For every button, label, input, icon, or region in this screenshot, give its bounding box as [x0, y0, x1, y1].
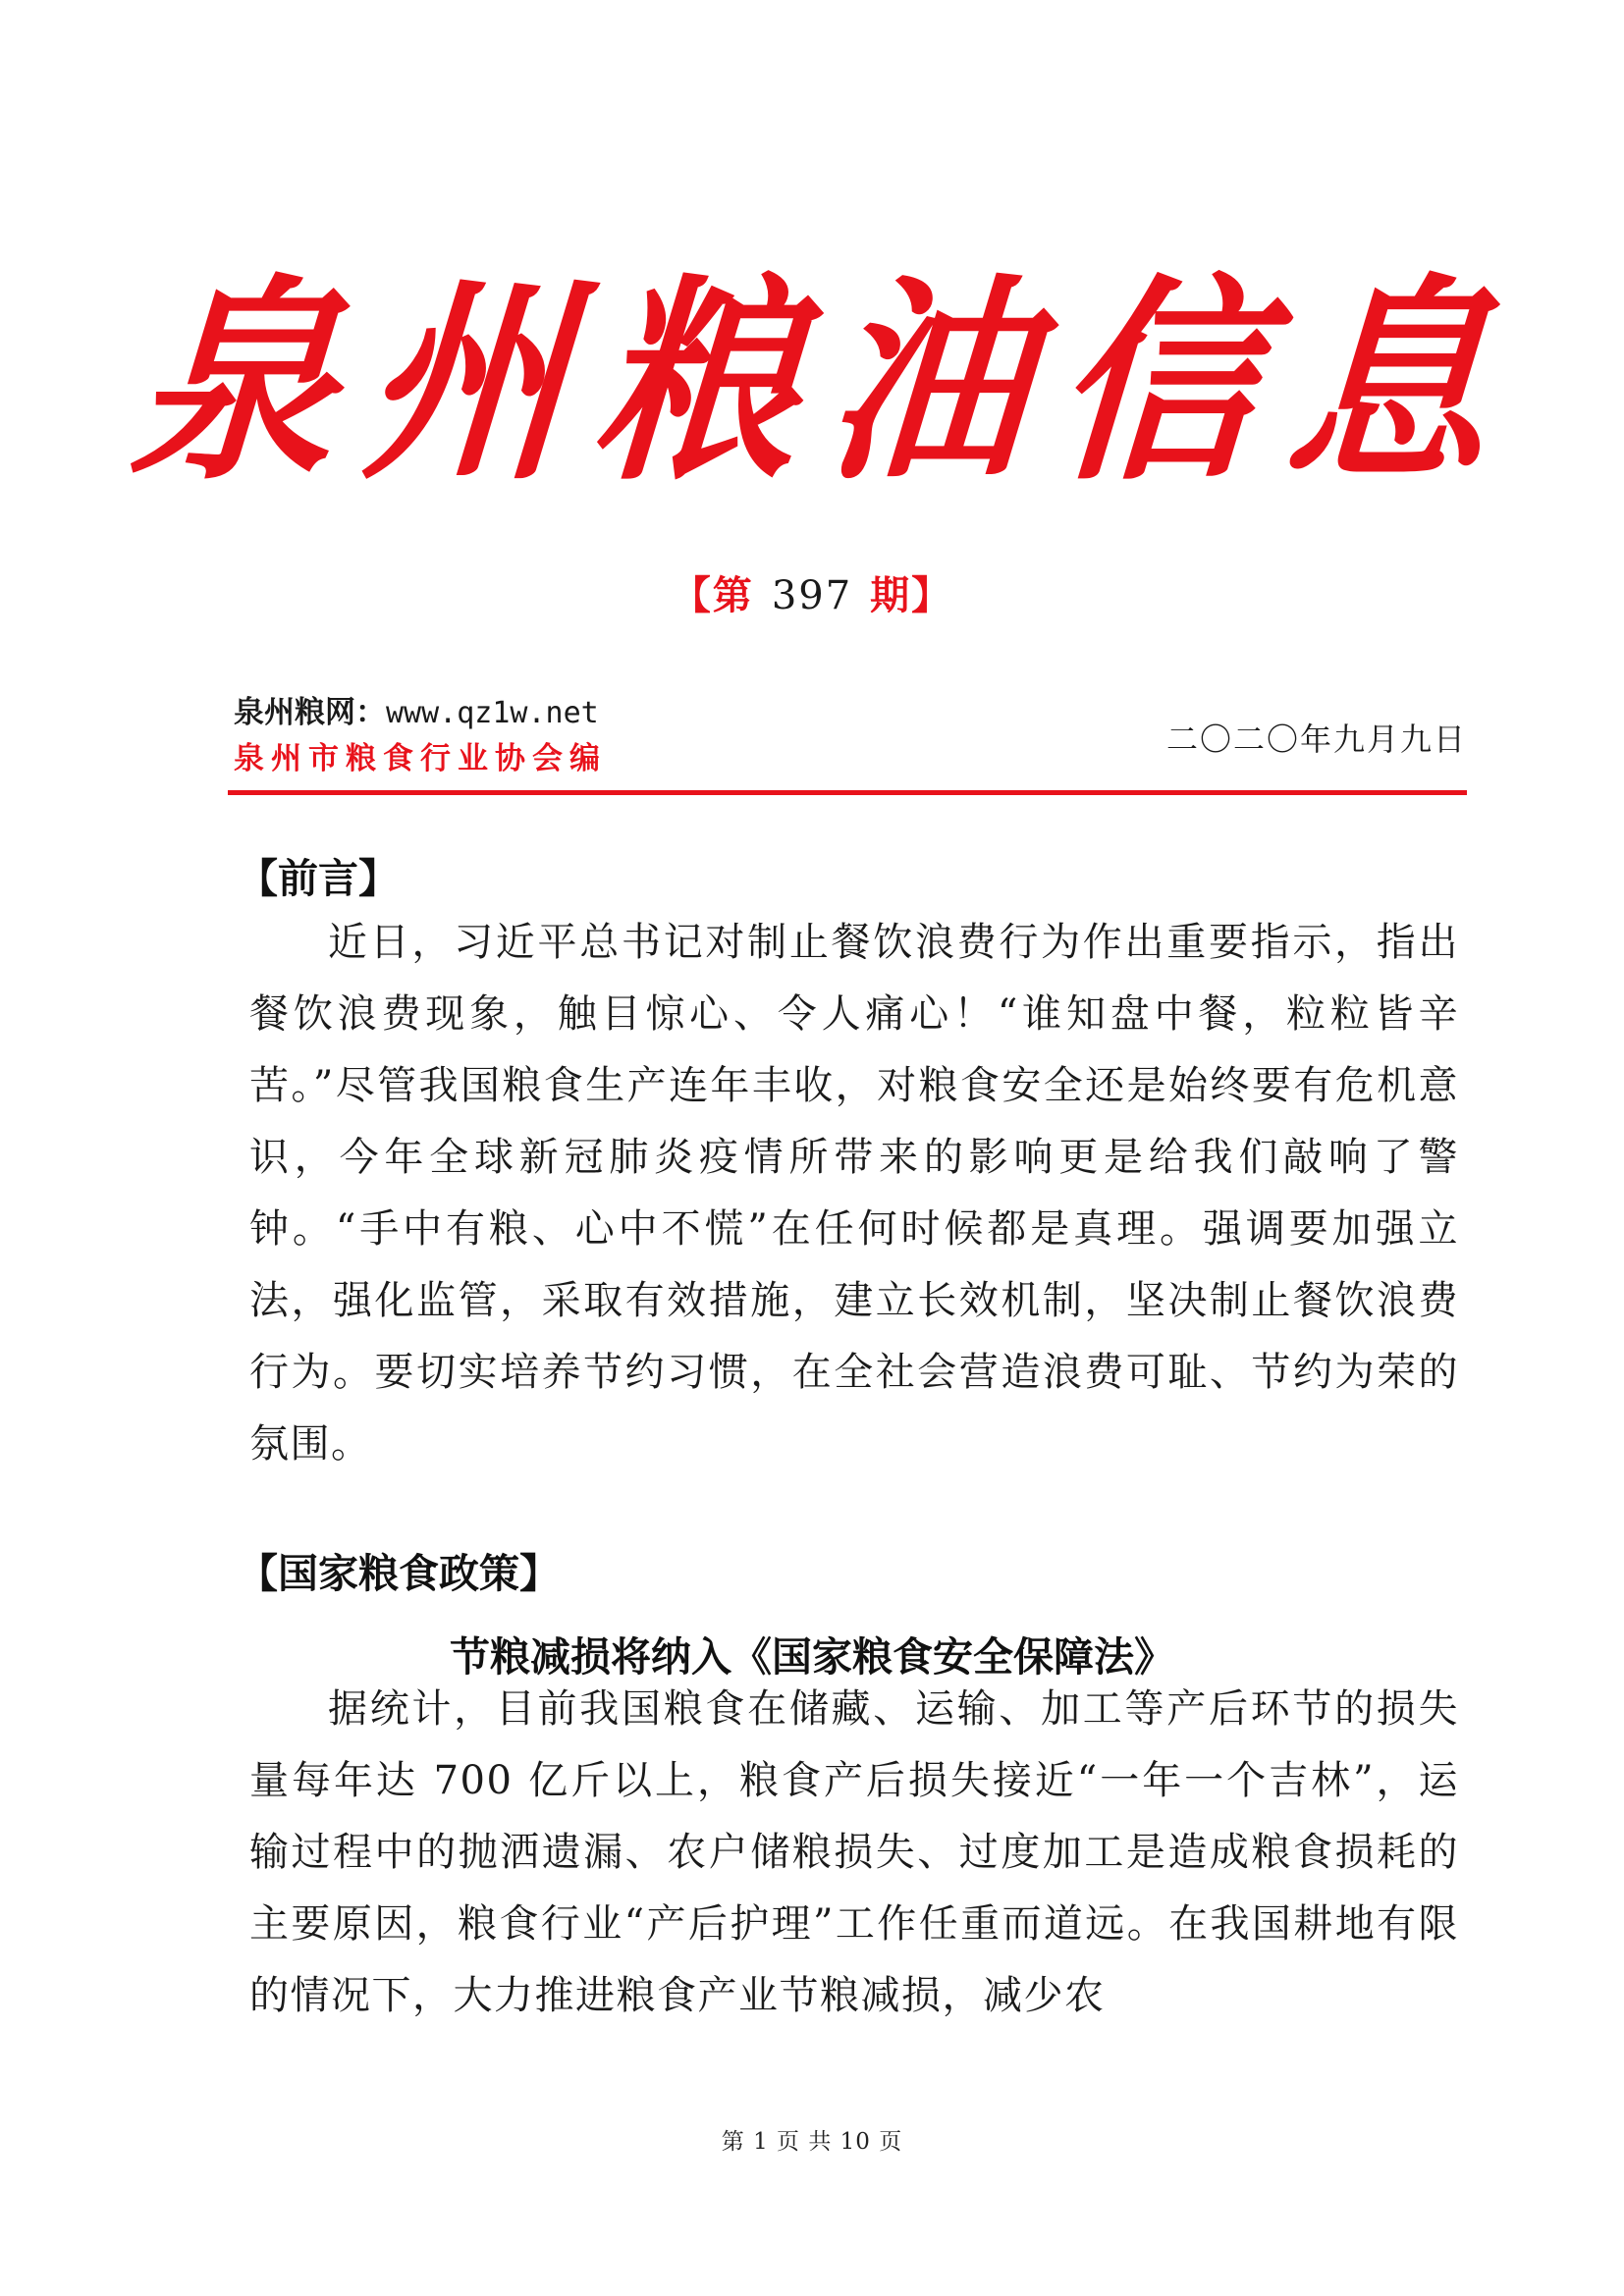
masthead-char: 信: [1048, 254, 1269, 510]
header-divider: [228, 790, 1467, 795]
masthead-char: 粮: [586, 254, 807, 510]
issue-number-value: 397: [771, 573, 853, 618]
article-paragraph: 据统计，目前我国粮食在储藏、运输、加工等产后环节的损失量每年达 700 亿斤以上，粮食产后损失接近“一年一个吉林”，运输过程中的抛洒遗漏、农户储粮损失、过度加工是造成粮食损耗的主要原因，粮食行业“产后护理”工作任重而道远。在我国耕地有限的情况下，大力推进粮食产业节粮减损，减少农: [249, 1686, 1459, 2018]
website-link[interactable]: www.qz1w.net: [386, 696, 599, 730]
page-footer: 第 1 页 共 10 页: [721, 2129, 903, 2155]
editor-line: 泉州市粮食行业协会编: [234, 741, 607, 776]
website-label: 泉州粮网：: [234, 695, 386, 730]
masthead-char: 息: [1278, 254, 1499, 510]
issue-date: 二〇二〇年九月九日: [1165, 721, 1467, 758]
website-line: [234, 687, 599, 731]
article-title: 节粮减损将纳入《国家粮食安全保障法》: [450, 1633, 1174, 1681]
masthead-char: 泉: [125, 254, 346, 510]
masthead-char: 州: [355, 254, 576, 510]
masthead-char: 油: [817, 254, 1038, 510]
masthead: [0, 250, 1624, 515]
preface-paragraph: 近日，习近平总书记对制止餐饮浪费行为作出重要指示，指出餐饮浪费现象，触目惊心、令人痛心！“谁知盘中餐，粒粒皆辛苦。”尽管我国粮食生产连年丰收，对粮食安全还是始终要有危机意识，今年全球新冠肺炎疫情所带来的影响更是给我们敲响了警钟。“手中有粮、心中不慌”在任何时候都是真理。强调要加强立法，强化监管，采取有效措施，建立长效机制，坚决制止餐饮浪费行为。要切实培养节约习惯，在全社会营造浪费可耻、节约为荣的氛围。: [249, 920, 1459, 1467]
section-title-preface: 【前言】: [238, 855, 399, 902]
issue-open: 【第: [671, 572, 754, 618]
issue-close: 期】: [870, 572, 953, 618]
issue-number: [0, 564, 1624, 620]
section-title-national-policy: 【国家粮食政策】: [238, 1550, 560, 1597]
